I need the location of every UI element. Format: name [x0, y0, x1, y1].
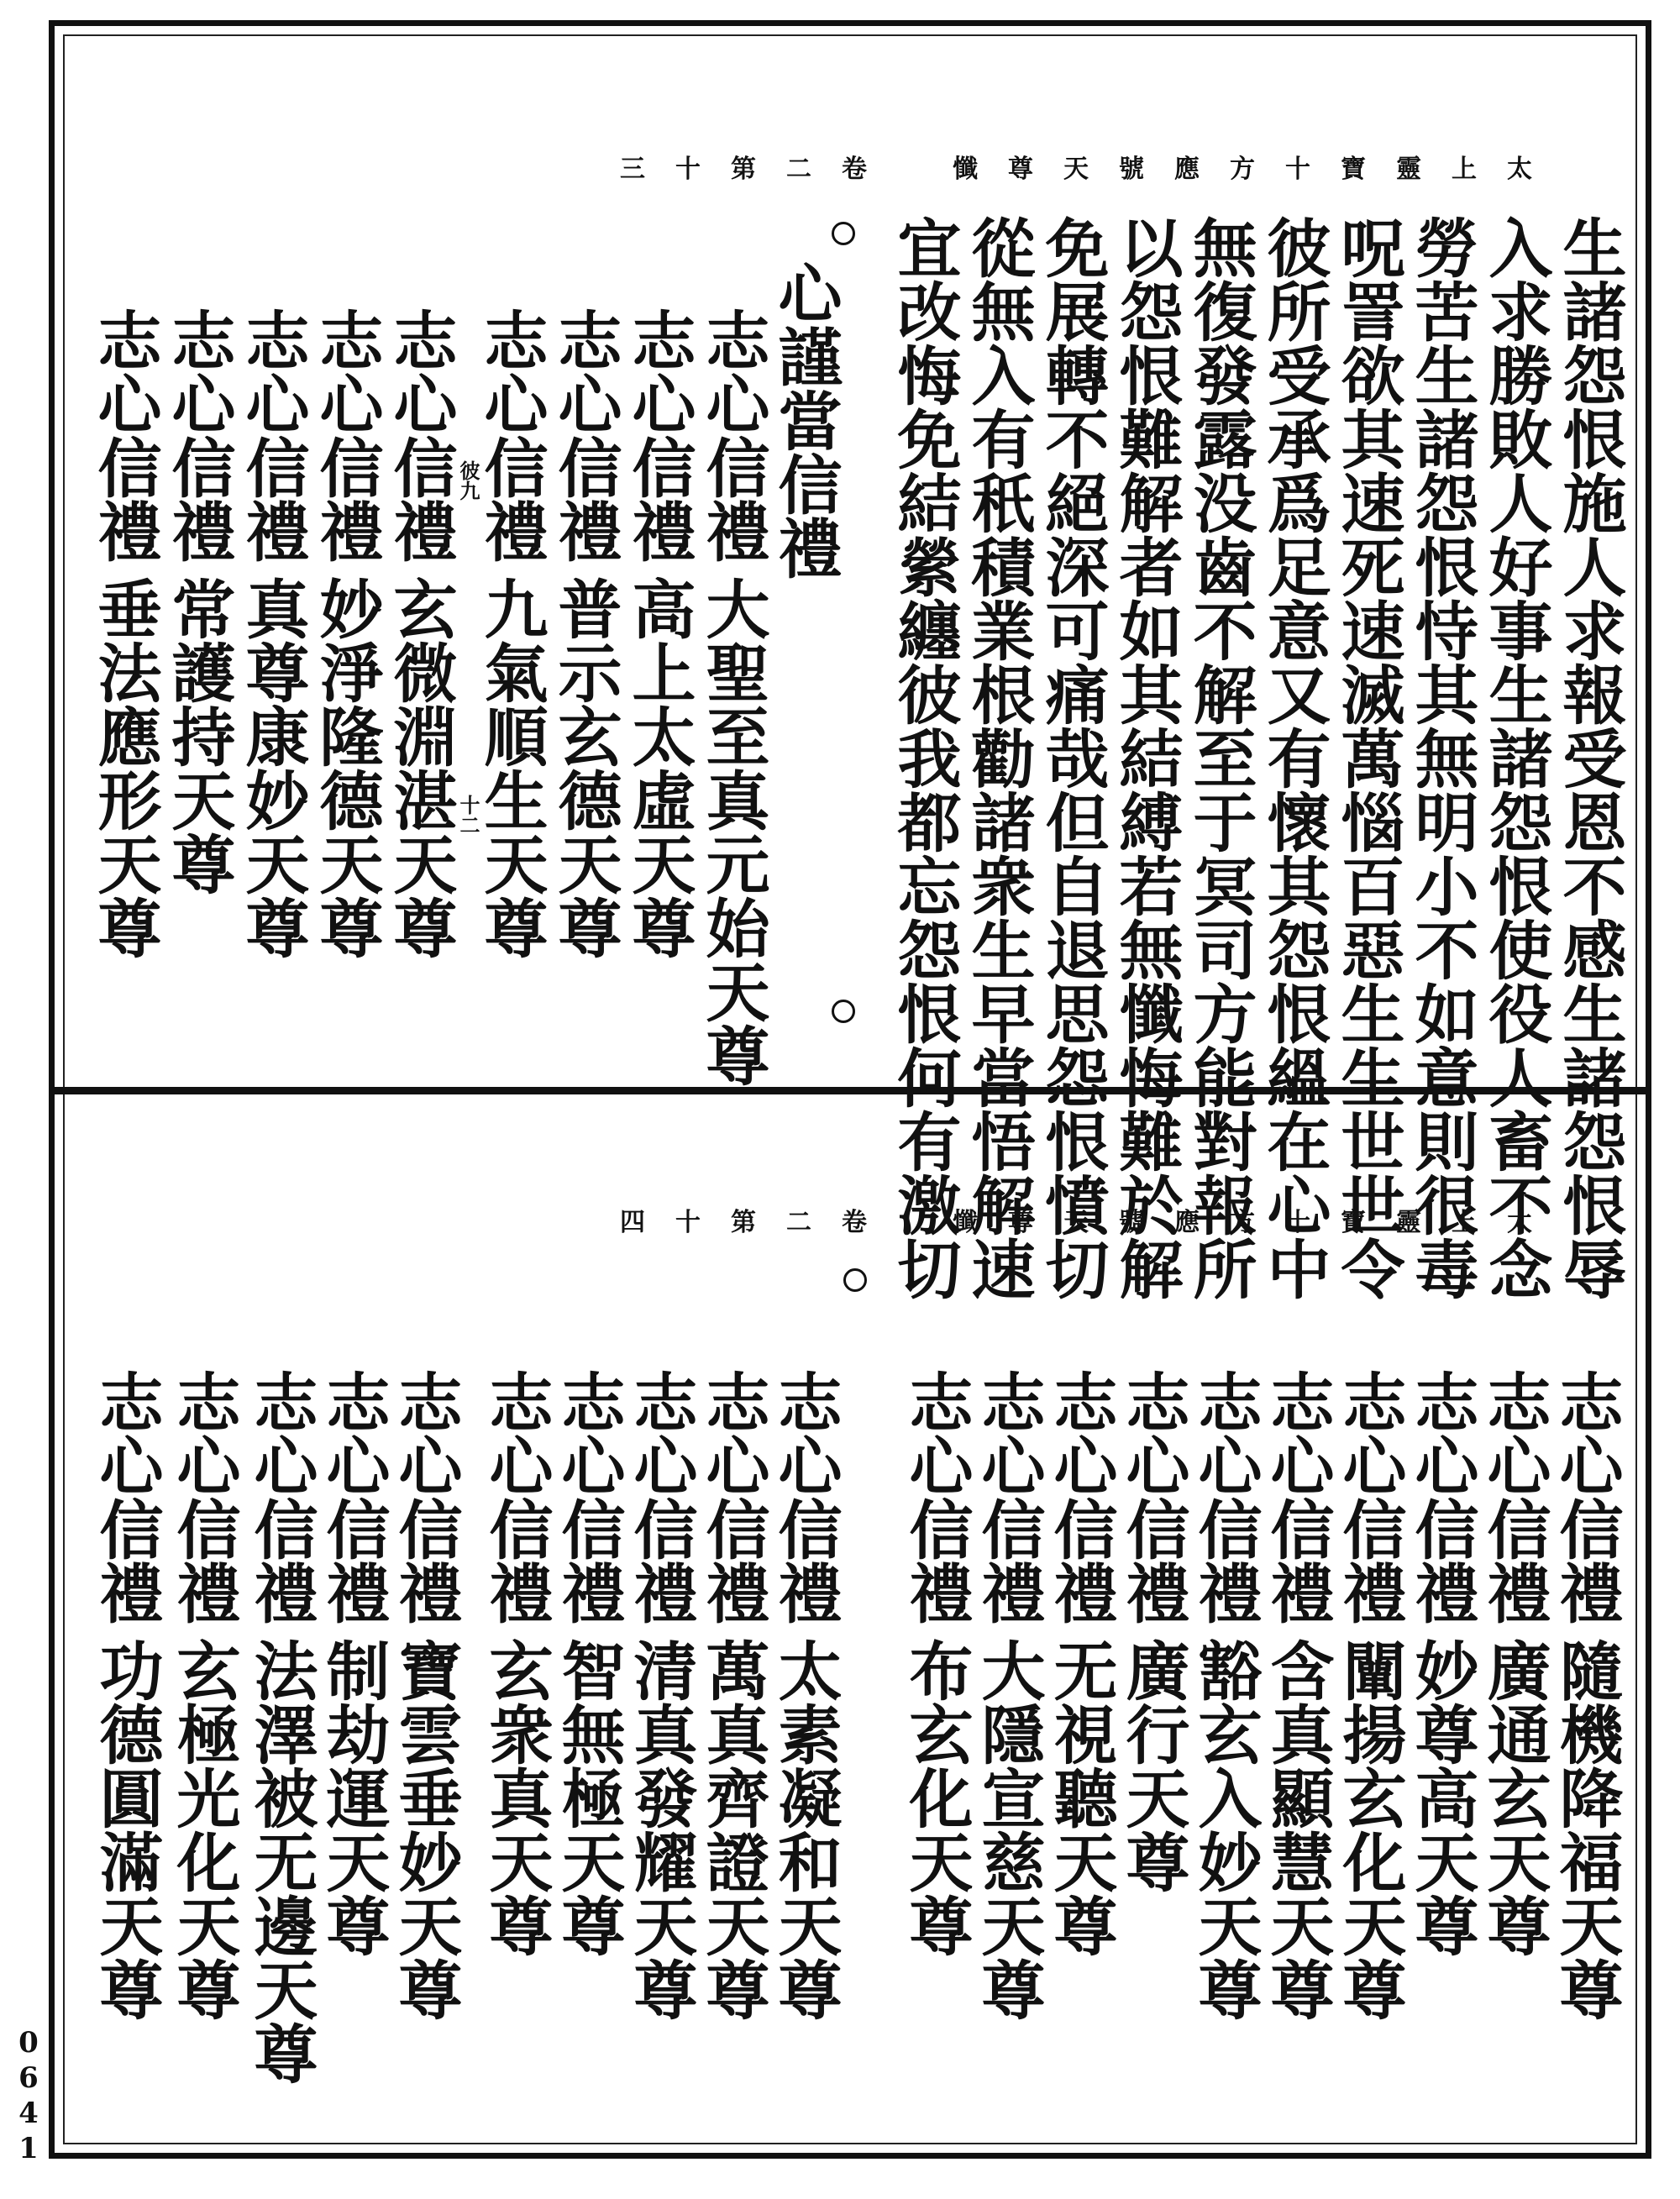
liturgy-name: 布玄化天尊	[899, 1638, 974, 1957]
liturgy-name: 玄微淵湛天尊	[383, 576, 458, 959]
liturgy-name: 大隱宣慈天尊	[971, 1638, 1046, 2021]
liturgy-name: 玄極光化天尊	[166, 1638, 241, 2021]
annotation-note: 彼九	[456, 460, 480, 501]
liturgy-name: 九氣順生天尊	[474, 576, 549, 959]
text-column: 從無入有秖積業根勸諸衆生早當悟解速	[961, 215, 1036, 1300]
liturgy-name: 清真發耀天尊	[623, 1638, 698, 2021]
liturgy-name: 无視聽天尊	[1043, 1638, 1118, 1957]
intro-line: 心謹當信禮	[768, 260, 843, 580]
liturgy-prefix: 志心信禮	[388, 1369, 463, 1624]
liturgy-name: 太素凝和天尊	[768, 1638, 843, 2021]
liturgy-prefix: 志心信禮	[1260, 1369, 1335, 1624]
liturgy-prefix: 志心信禮	[623, 1369, 698, 1624]
liturgy-prefix: 志心信禮	[696, 1369, 770, 1624]
text-column: 入求勝敗人好事生諸怨恨使役人畜不念	[1478, 215, 1553, 1300]
liturgy-prefix: 志心信禮	[87, 307, 162, 563]
bottom-page-body	[0, 1361, 1680, 2117]
text-column: 無復發露没齒不解至于冥司方能對報所	[1183, 215, 1257, 1300]
liturgy-prefix: 志心信禮	[235, 307, 310, 563]
text-column: 呪詈欲其速死速滅萬惱百惡生生世世令	[1331, 215, 1405, 1300]
liturgy-prefix: 志心信禮	[768, 1369, 843, 1624]
liturgy-prefix: 志心信禮	[1188, 1369, 1263, 1624]
liturgy-prefix: 志心信禮	[316, 1369, 391, 1624]
liturgy-prefix: 志心信禮	[622, 307, 696, 563]
liturgy-name: 智無極天尊	[551, 1638, 626, 1957]
liturgy-prefix: 志心信禮	[474, 307, 549, 563]
liturgy-name: 法澤被无邊天尊	[244, 1638, 318, 2085]
liturgy-prefix: 志心信禮	[244, 1369, 318, 1624]
liturgy-name: 大聖至真元始天尊	[696, 576, 770, 1087]
liturgy-name: 普示玄德天尊	[548, 576, 622, 959]
liturgy-prefix: 志心信禮	[548, 307, 622, 563]
liturgy-prefix: 志心信禮	[551, 1369, 626, 1624]
liturgy-prefix: 志心信禮	[479, 1369, 554, 1624]
text-column: 以怨恨難解者如其結縛若無懺悔難於解	[1109, 215, 1184, 1300]
liturgy-name: 隨機降福天尊	[1549, 1638, 1624, 2021]
liturgy-name: 含真顯慧天尊	[1260, 1638, 1335, 2021]
liturgy-prefix: 志心信禮	[899, 1369, 974, 1624]
liturgy-prefix: 志心信禮	[161, 307, 236, 563]
annotation-note: 十二	[456, 795, 480, 835]
bottom-page-header: 四十第二卷 懺尊天號應方十寶靈上太	[620, 1208, 1562, 1237]
liturgy-prefix: 志心信禮	[89, 1369, 164, 1624]
liturgy-prefix: 志心信禮	[1549, 1369, 1624, 1624]
circle-mark	[832, 222, 855, 245]
liturgy-name: 闡揚玄化天尊	[1332, 1638, 1407, 2021]
top-page-header: 三十第二卷 懺尊天號應方十寶靈上太	[620, 155, 1562, 184]
liturgy-name: 妙淨隆德天尊	[309, 576, 384, 959]
liturgy-name: 寶雲垂妙天尊	[388, 1638, 463, 2021]
liturgy-name: 高上太虛天尊	[622, 576, 696, 959]
text-column: 生諸怨恨施人求報受恩不感生諸怨恨辱	[1552, 215, 1627, 1300]
liturgy-name: 廣通玄天尊	[1477, 1638, 1551, 1957]
text-column: 宜改悔免結縈纏彼我都忘怨恨何有激切	[887, 215, 962, 1300]
liturgy-prefix: 志心信禮	[383, 307, 458, 563]
circle-mark	[843, 1268, 867, 1292]
liturgy-prefix: 志心信禮	[1477, 1369, 1551, 1624]
liturgy-prefix: 志心信禮	[971, 1369, 1046, 1624]
liturgy-prefix: 志心信禮	[1404, 1369, 1479, 1624]
liturgy-prefix: 志心信禮	[166, 1369, 241, 1624]
liturgy-prefix: 志心信禮	[696, 307, 770, 563]
liturgy-name: 萬真齊證天尊	[696, 1638, 770, 2021]
liturgy-name: 垂法應形天尊	[87, 576, 162, 959]
liturgy-prefix: 志心信禮	[1043, 1369, 1118, 1624]
text-column: 彼所受承爲足意又有懷其怨恨縕在心中	[1257, 215, 1331, 1300]
liturgy-prefix: 志心信禮	[309, 307, 384, 563]
page-number: 0641	[12, 2026, 45, 2167]
liturgy-name: 功德圓滿天尊	[89, 1638, 164, 2021]
liturgy-name: 玄衆真天尊	[479, 1638, 554, 1957]
liturgy-name: 常護持天尊	[161, 576, 236, 895]
liturgy-name: 制劫運天尊	[316, 1638, 391, 1957]
circle-mark	[832, 1000, 855, 1023]
text-column: 勞苦生諸怨恨恃其無明小不如意則很毒	[1404, 215, 1479, 1300]
liturgy-name: 真尊康妙天尊	[235, 576, 310, 959]
liturgy-name: 廣行天尊	[1116, 1638, 1190, 1893]
text-column: 免展轉不絕深可痛哉但自退思怨恨憤切	[1035, 215, 1110, 1300]
liturgy-name: 妙尊高天尊	[1404, 1638, 1479, 1957]
liturgy-prefix: 志心信禮	[1116, 1369, 1190, 1624]
liturgy-name: 豁玄入妙天尊	[1188, 1638, 1263, 2021]
liturgy-prefix: 志心信禮	[1332, 1369, 1407, 1624]
